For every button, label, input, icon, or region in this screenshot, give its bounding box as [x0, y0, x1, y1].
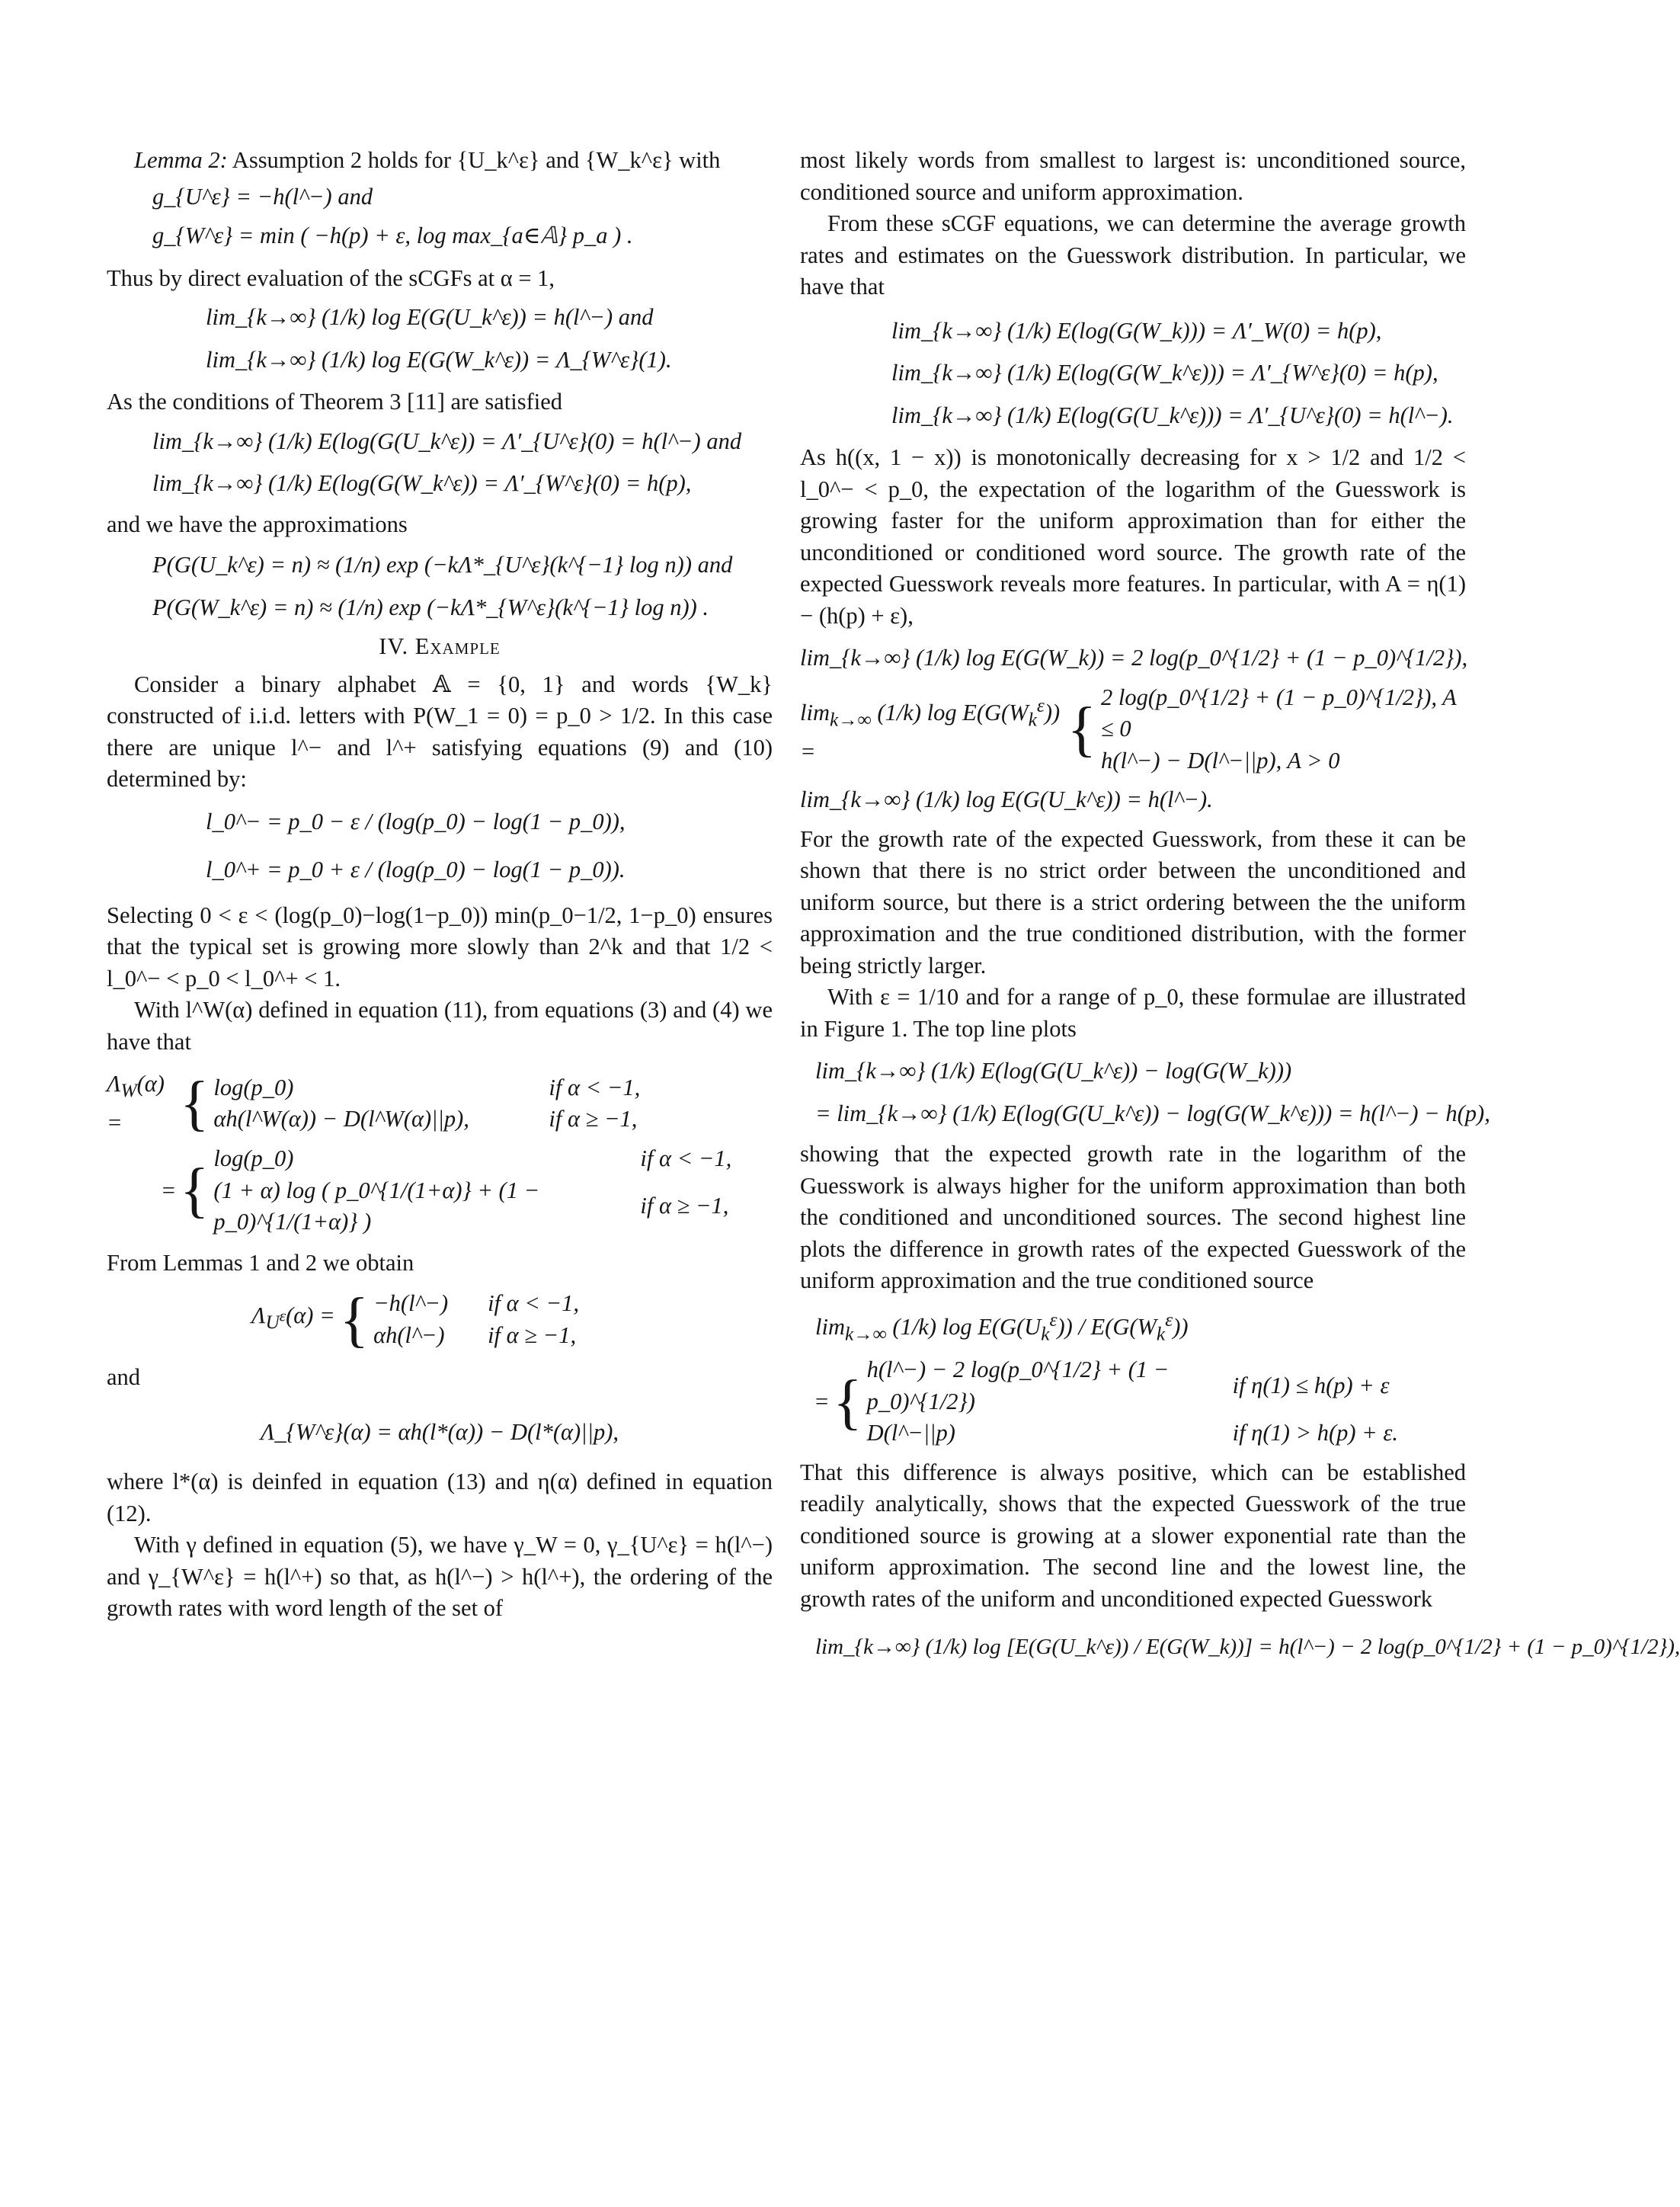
paragraph-approximations: and we have the approximations [107, 511, 408, 537]
equation-lambda-we: Λ_{W^ε}(α) = αh(l*(α)) − D(l*(α)||p), [261, 1418, 619, 1445]
lambda-u-cases [373, 1288, 579, 1351]
equation-growth-w-eps [800, 682, 1466, 777]
left-column [107, 145, 773, 1625]
equation-group-second-line [800, 1305, 1466, 1449]
equation-second-line-cases [815, 1354, 1466, 1449]
lambda-w-cases-1 [213, 1072, 640, 1136]
paragraph-as-h: As h((x, 1 − x)) is monotonically decreasing for x > 1/2 and 1/2 < l_0^− < p_0, the expectation of the logarithm of the Guesswork is growing faster for the uniform approximation than for either the unconditioned or conditioned word source. The growth rate of the expected Guesswork reveals more features. In particular, with A = η(1) − (h(p) + ε), [800, 444, 1466, 629]
equation-average-w-eps: lim_{k→∞} (1/k) E(log(G(W_k^ε))) = Λ′_{W^ε}(0) = h(p), [891, 360, 1438, 386]
paragraph-where: where l*(α) is deinfed in equation (13) and η(α) defined in equation (12). [107, 1469, 773, 1526]
equation-group-limits-1 [107, 302, 773, 376]
equation-group-averages [800, 316, 1466, 432]
lambda-w-case-2a-cond: if α < −1, [640, 1145, 732, 1172]
growth-case-a: 2 log(p_0^{1/2} + (1 − p_0)^{1/2}), A ≤ 0 [1101, 684, 1457, 742]
equation-g-u: g_{U^ε} = −h(l^−) and [152, 183, 373, 210]
equation-l0-minus: l_0^− = p_0 − ε / (log(p_0) − log(1 − p_0)), [206, 808, 626, 834]
equation-lambda-u [251, 1288, 773, 1351]
lambda-w-case-2a: log(p_0) [213, 1145, 294, 1172]
lambda-u-case-b-cond: if α ≥ −1, [488, 1321, 577, 1348]
lemma-text: Assumption 2 holds for {U_k^ε} and {W_k^ε} with [232, 147, 721, 173]
equation-limit-u: lim_{k→∞} (1/k) log E(G(U_k^ε)) = h(l^−) and [206, 304, 654, 330]
paragraph-from-lemmas: From Lemmas 1 and 2 we obtain [107, 1249, 414, 1276]
equation-group-growth [800, 642, 1466, 816]
brace-icon: { [1067, 695, 1097, 763]
second-case-a-cond: if η(1) ≤ h(p) + ε [1232, 1373, 1390, 1398]
lemma-label: Lemma 2: [134, 147, 228, 173]
equation-second-line-lhs: $\lim_{k\to\infty} (1/k)$ $\log E(G(U_k^\varepsilon)) / E(G(W_k^\varepsilon))$ [815, 1309, 1189, 1344]
equation-group-limits-2 [107, 426, 773, 500]
equation-approx-w: P(G(W_k^ε) = n) ≈ (1/n) exp (−kΛ*_{W^ε}(k^{−1} log n)) . [152, 594, 709, 620]
second-case-a: h(l^−) − 2 log(p_0^{1/2} + (1 − p_0)^{1/2}) [866, 1357, 1170, 1414]
lemma-equations [107, 181, 773, 252]
paragraph-for-growth: For the growth rate of the expected Guesswork, from these it can be shown that there is no strict order between the unconditioned and uniform source, but there is a strict ordering between the the uniform approximation and the true conditioned distribution, with the former being strictly larger. [800, 825, 1466, 979]
equation-limit-w: lim_{k→∞} (1/k) log E(G(W_k^ε)) = Λ_{W^ε}(1). [206, 346, 672, 373]
brace-icon: { [833, 1368, 862, 1436]
equation-lambda-w [107, 1068, 773, 1238]
paragraph-consider: Consider a binary alphabet 𝔸 = {0, 1} and words {W_k} constructed of i.i.d. letters with P(W_1 = 0) = p_0 > 1/2. In this case there are unique l^− and l^+ satisfying equations (9) and (10) determined by: [107, 671, 773, 792]
section-heading-example: IV. Example [379, 633, 501, 659]
lambda-w-case-1a-cond: if α < −1, [549, 1074, 641, 1100]
equation-top-line-1: lim_{k→∞} (1/k) E(log(G(U_k^ε)) − log(G(W_k))) [815, 1058, 1292, 1084]
paragraph-showing: showing that the expected growth rate in the logarithm of the Guesswork is always higher for the uniform approximation than both the conditioned and unconditioned sources. The second highest line plots the difference in growth rates of the expected Guesswork of the uniform approximation and the true conditioned source [800, 1141, 1466, 1293]
paragraph-from-scgf: From these sCGF equations, we can determine the average growth rates and estimates on the Guesswork distribution. In particular, we have that [800, 210, 1466, 299]
equation-group-top-line [800, 1055, 1490, 1129]
equation-group-approximations [107, 549, 773, 623]
lambda-u-case-a-cond: if α < −1, [488, 1290, 579, 1317]
equation-average-u-eps: lim_{k→∞} (1/k) E(log(G(U_k^ε))) = Λ′_{U^ε}(0) = h(l^−). [891, 402, 1454, 428]
lambda-w-case-1b-cond: if α ≥ −1, [549, 1106, 638, 1132]
brace-icon: { [339, 1286, 370, 1353]
equation-group-l0 [107, 806, 773, 886]
equation-growth-w: lim_{k→∞} (1/k) log E(G(W_k)) = 2 log(p_0^{1/2} + (1 − p_0)^{1/2}), [800, 645, 1468, 671]
lambda-w-cases-2 [213, 1143, 731, 1238]
lambda-w-first [107, 1068, 773, 1139]
lambda-w-case-1b: αh(l^W(α)) − D(l^W(α)||p), [213, 1106, 469, 1132]
right-column [800, 145, 1680, 1664]
paragraph-with-gamma: With γ defined in equation (5), we have γ_W = 0, γ_{U^ε} = h(l^−) and γ_{W^ε} = h(l^+) so that, as h(l^−) > h(l^+), the ordering of the growth rates with word length of the set of [107, 1532, 773, 1622]
equation-g-w: g_{W^ε} = min ( −h(p) + ε, log max_{a∈𝔸} p_a ) . [152, 223, 633, 248]
second-case-b: D(l^−||p) [866, 1420, 955, 1446]
equals-sign: = [815, 1388, 829, 1414]
equation-last: lim_{k→∞} (1/k) log [E(G(U_k^ε)) / E(G(W_k))] = h(l^−) − 2 log(p_0^{1/2} + (1 − p_0)^{1/2}), [815, 1635, 1680, 1660]
lambda-u-case-b: αh(l^−) [373, 1321, 445, 1348]
paragraph-thus: Thus by direct evaluation of the sCGFs at α = 1, [107, 264, 555, 291]
lambda-w-case-1a: log(p_0) [213, 1074, 294, 1100]
equation-limit-log-w: lim_{k→∞} (1/k) E(log(G(W_k^ε)) = Λ′_{W^ε}(0) = h(p), [152, 470, 692, 496]
growth-w-eps-cases [1101, 682, 1466, 777]
paragraph-and: and [107, 1364, 141, 1391]
paragraph-continuation: most likely words from smallest to largest is: unconditioned source, conditioned source and uniform approximation. [800, 147, 1466, 205]
second-case-b-cond: if η(1) > h(p) + ε. [1232, 1420, 1398, 1446]
paragraph-selecting: Selecting 0 < ε < (log(p_0)−log(1−p_0)) min(p_0−1/2, 1−p_0) ensures that the typical set is growing more slowly than 2^k and that 1/2 < l_0^− < p_0 < l_0^+ < 1. [107, 902, 773, 991]
equation-average-w: lim_{k→∞} (1/k) E(log(G(W_k))) = Λ′_W(0) = h(p), [891, 317, 1382, 344]
paragraph-with-lw: With l^W(α) defined in equation (11), from equations (3) and (4) we have that [107, 997, 773, 1055]
brace-icon: { [180, 1157, 210, 1225]
lambda-w-second [107, 1143, 773, 1238]
equation-limit-log-u: lim_{k→∞} (1/k) E(log(G(U_k^ε)) = Λ′_{U^ε}(0) = h(l^−) and [152, 428, 742, 454]
lambda-w-case-2b: (1 + α) log ( p_0^{1/(1+α)} + (1 − p_0)^{1/(1+α)} ) [213, 1177, 540, 1235]
growth-case-b: h(l^−) − D(l^−||p), A > 0 [1101, 747, 1340, 774]
equation-approx-u: P(G(U_k^ε) = n) ≈ (1/n) exp (−kΛ*_{U^ε}(k^{−1} log n)) and [152, 552, 733, 578]
paragraph-that: That this difference is always positive, which can be established readily analytically, shows that the expected Guesswork of the true conditioned source is growing at a slower exponential rate than the uniform approximation. The second line and the lowest line, the growth rates of the uniform and unconditioned expected Guesswork [800, 1459, 1466, 1612]
equation-l0-plus: l_0^+ = p_0 + ε / (log(p_0) − log(1 − p_0)). [206, 857, 626, 882]
lemma-statement [107, 145, 773, 177]
brace-icon: { [180, 1070, 210, 1138]
lambda-u-lhs: $\Lambda_{U^\varepsilon}(\alpha)$ = [251, 1302, 335, 1334]
lambda-w-lhs: $\Lambda_W(\alpha)$ = [107, 1071, 165, 1136]
paragraph-with-eps: With ε = 1/10 and for a range of p_0, these formulae are illustrated in Figure 1. The top line plots [800, 984, 1466, 1042]
second-line-cases [867, 1354, 1398, 1449]
equation-growth-u-eps: lim_{k→∞} (1/k) log E(G(U_k^ε)) = h(l^−). [800, 786, 1213, 812]
lambda-w-case-2b-cond: if α ≥ −1, [640, 1193, 729, 1219]
lambda-u-case-a: −h(l^−) [373, 1290, 449, 1317]
growth-w-eps-lhs: $\lim_{k\to\infty} (1/k)$ $\log E(G(W_k^\varepsilon))$ = [800, 695, 1061, 764]
equals-sign: = [162, 1177, 175, 1203]
equation-top-line-2: = lim_{k→∞} (1/k) E(log(G(U_k^ε)) − log(G(W_k^ε))) = h(l^−) − h(p), [815, 1100, 1490, 1126]
paragraph-conditions: As the conditions of Theorem 3 [11] are satisfied [107, 389, 562, 415]
